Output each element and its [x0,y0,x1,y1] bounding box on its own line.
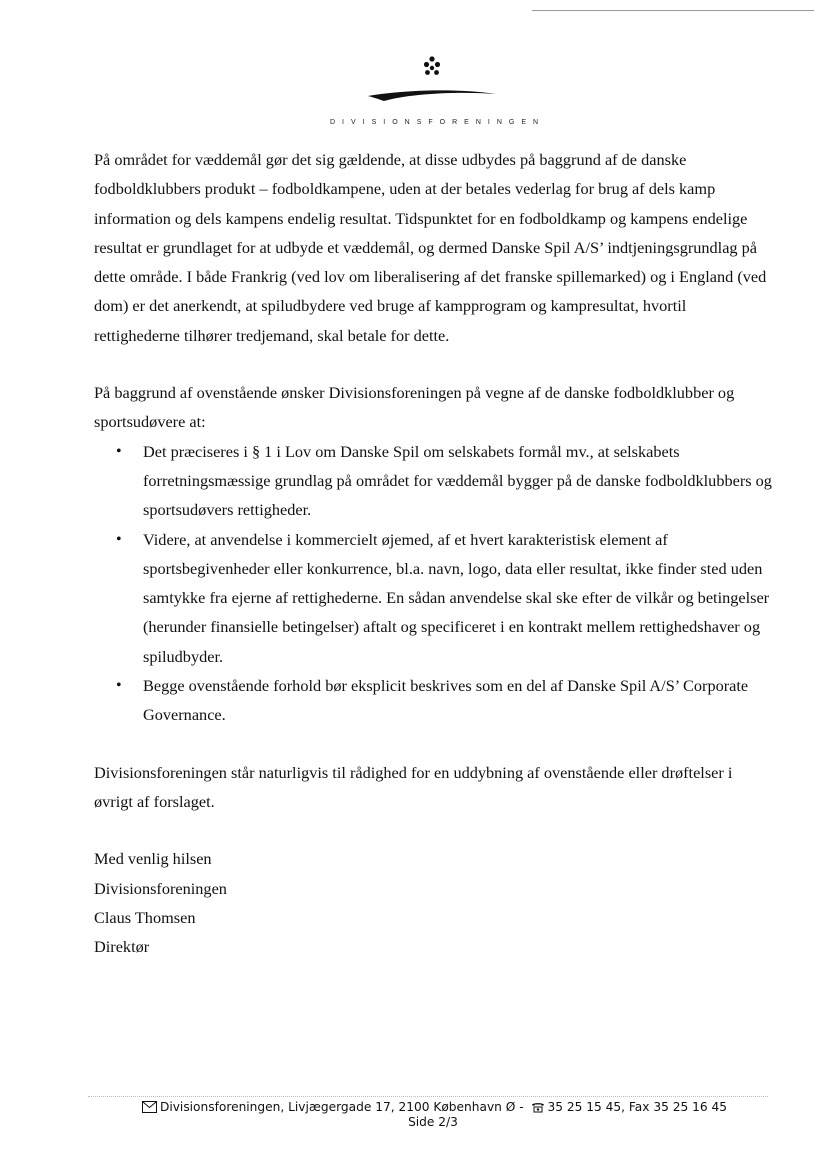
paragraph-2: På baggrund af ovenstående ønsker Divisionsforeningen på vegne af de danske fodboldklubber og sportsudøvere at: [94,383,735,432]
letter-body [94,145,774,961]
top-rule [532,10,814,11]
request-list [94,437,774,730]
list-item-text: Begge ovenstående forhold bør eksplicit beskrives som en del af Danske Spil A/S’ Corporate Governance. [143,676,749,725]
signature-organization: Divisionsforeningen [94,878,227,898]
envelope-icon [142,1101,157,1113]
list-item [94,525,774,671]
list-item-text: Det præciseres i § 1 i Lov om Danske Spil om selskabets formål mv., at selskabets forretningsmæssige grundlag på området for væddemål bygger på de danske fodboldklubbers og sportsudøvers rettigheder. [143,441,772,520]
footer-phone-fax: 35 25 15 45, Fax 35 25 16 45 [547,1100,728,1114]
page-number: Side 2/3 [408,1115,458,1129]
org-wordmark: DIVISIONSFORENINGEN [330,119,546,126]
football-icon [424,56,440,75]
bullet-icon: • [116,530,122,548]
footer-address: Divisionsforeningen, Livjægergade 17, 2100 København Ø - [159,1100,524,1114]
signature-name: Claus Thomsen [94,907,196,927]
paragraph-1: På området for væddemål gør det sig gældende, at disse udbydes på baggrund af de danske fodboldklubbers produkt – fodboldkampene, uden at der betales vederlag for brug af dels kamp information og dels kampens endelig resultat. Tidspunktet for en fodboldkamp og kampens endelige resultat er grundlaget for at udbyde et væddemål, og dermed Danske Spil A/S’ indtjeningsgrundlag på dette område. I både Frankrig (ved lov om liberalisering af det franske spillemarked) og i England (ved dom) er det anerkendt, at spiludbydere ved bruge af kampprogram og kampresultat, hvortil rettighederne tilhører tredjemand, skal betale for dette. [94,150,767,345]
signature-closing: Med venlig hilsen [94,849,212,869]
list-item [94,671,774,730]
paragraph-3: Divisionsforeningen står naturligvis til rådighed for en uddybning af ovenstående eller drøftelser i øvrigt af forslaget. [94,762,733,811]
footer-contact-line [88,1100,778,1115]
footer-rule [88,1096,768,1097]
signature-title: Direktør [94,937,150,957]
signature-block [94,844,774,961]
bullet-icon: • [116,677,122,695]
bullet-icon: • [116,442,122,460]
list-item [94,437,774,525]
footer [88,1100,778,1130]
swoosh-shape [368,90,496,101]
divisionsforeningen-logo [362,52,502,104]
telephone-icon [531,1101,545,1113]
list-item-text: Videre, at anvendelse i kommercielt øjemed, af et hvert karakteristisk element af sportsbegivenheder eller konkurrence, bl.a. navn, logo, data eller resultat, ikke finder sted uden samtykke fra ejerne af rettighederne. En sådan anvendelse skal ske efter de vilkår og betingelser (herunder finansielle betingelser) aftalt og specificeret i en kontrakt mellem rettighedshaver og spiludbyder. [143,529,770,666]
